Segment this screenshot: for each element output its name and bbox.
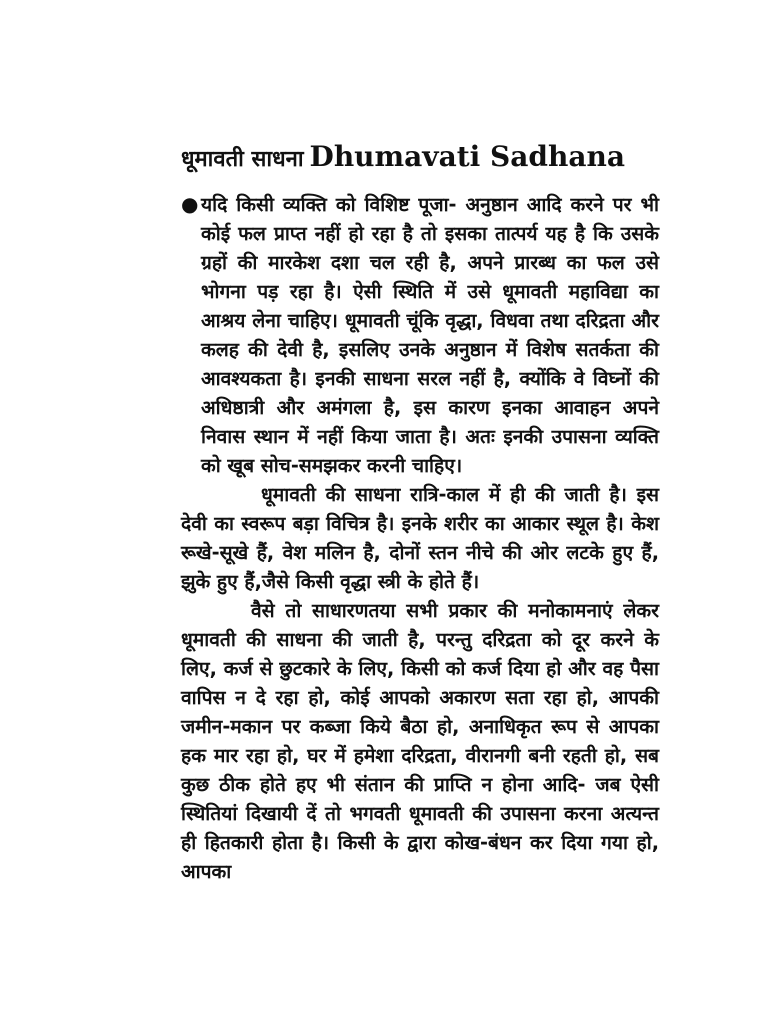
paragraph-3: वैसे तो साधारणतया सभी प्रकार की मनोकामनाएं लेकर धूमावती की साधना की जाती है, परन्तु दरिद्रता को दूर करने के लिए, कर्ज से छुटकारे के लिए, किसी को कर्ज दिया हो और वह पैसा वापिस न दे रहा हो, कोई आपको अकारण सता रहा हो, आपकी जमीन-मकान पर कब्जा किये बैठा हो, अनाधिकृत रूप से आपका हक मार रहा हो, घर में हमेशा दरिद्रता, वीरानगी बनी रहती हो, सब कुछ ठीक होते हए भी संतान की प्राप्ति न होना आदि- जब ऐसी स्थितियां दिखायी दें तो भगवती धूमावती की उपासना करना अत्यन्त ही हितकारी होता है। किसी के द्वारा कोख-बंधन कर दिया गया हो, आपका [181, 599, 659, 883]
paragraph-1: यदि किसी व्यक्ति को विशिष्ट पूजा- अनुष्ठान आदि करने पर भी कोई फल प्राप्त नहीं हो रहा है तो इसका तात्पर्य यह है कि उसके ग्रहों की मारकेश दशा चल रही है, अपने प्रारब्ध का फल उसे भोगना पड़ रहा है। ऐसी स्थिति में उसे धूमावती महाविद्या का आश्रय लेना चाहिए। धूमावती चूंकि वृद्धा, विधवा तथा दरिद्रता और कलह की देवी है, इसलिए उनके अनुष्ठान में विशेष सतर्कता की आवश्यकता है। इनकी साधना सरल नहीं है, क्योंकि वे विघ्नों की अधिष्ठात्री और अमंगला है, इस कारण इनका आवाहन अपने निवास स्थान में नहीं किया जाता है। अतः इनकी उपासना व्यक्ति को खूब सोच-समझकर करनी चाहिए। [201, 193, 659, 477]
heading-english: Dhumavati Sadhana [309, 140, 625, 173]
document-heading [181, 140, 661, 173]
body-text [181, 190, 659, 886]
heading-hindi: धूमावती साधना [181, 147, 304, 172]
paragraph-2: धूमावती की साधना रात्रि-काल में ही की जाती है। इस देवी का स्वरूप बड़ा विचित्र है। इनके शरीर का आकार स्थूल है। केश रूखे-सूखे हैं, वेश मलिन है, दोनों स्तन नीचे की ओर लटके हुए हैं, झुके हुए हैं,जैसे किसी वृद्धा स्त्री के होते हैं। [181, 483, 659, 593]
bullet-icon: ● [181, 192, 199, 216]
